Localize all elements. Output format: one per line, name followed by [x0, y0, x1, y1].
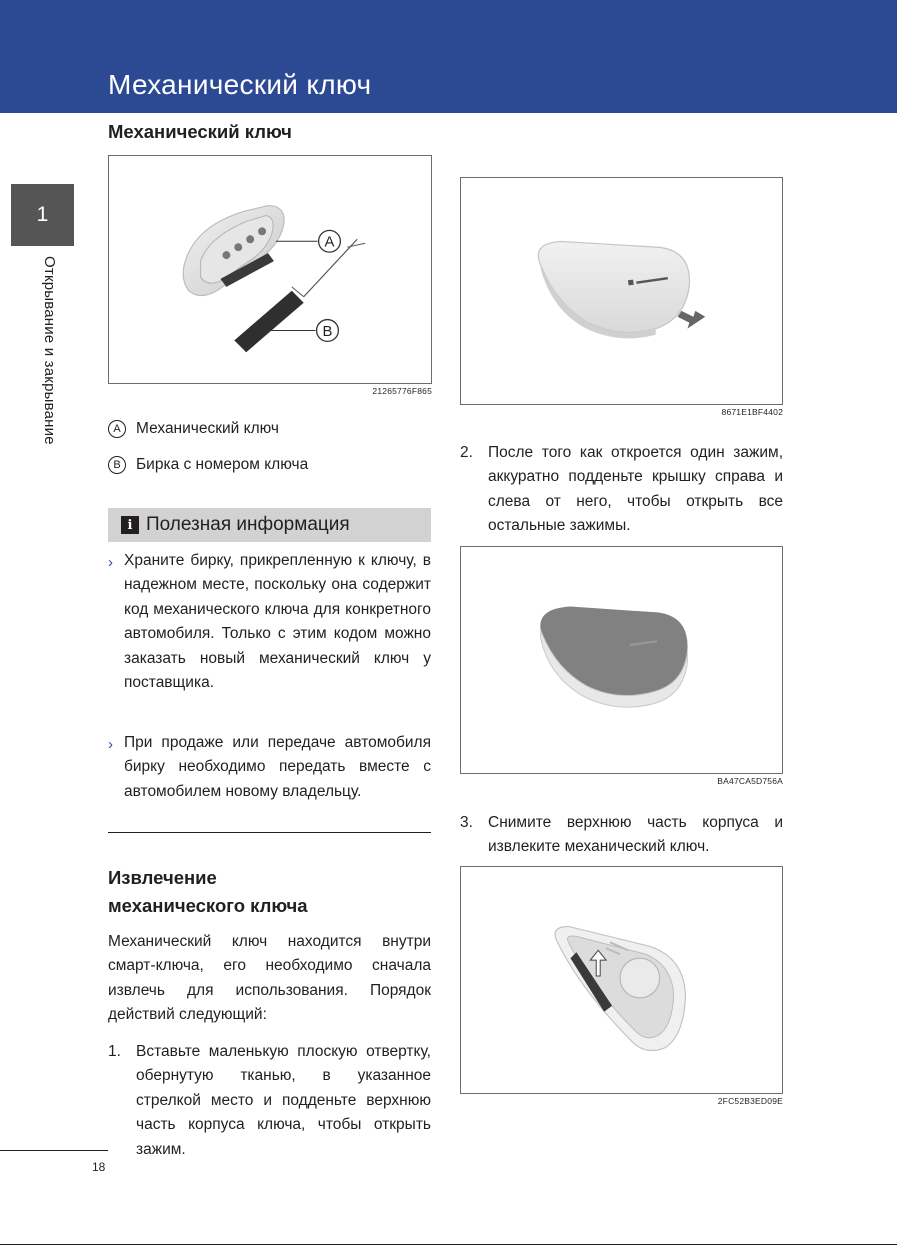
section-heading-extraction-line2: механического ключа [108, 895, 308, 916]
chevron-right-icon: › [108, 736, 113, 753]
chapter-side-label: Открывание и закрывание [41, 256, 58, 445]
extraction-intro: Механический ключ находится внутри смарт-ключа, его необходимо сначала извлечь для использования. Порядок действий следующий: [108, 933, 431, 1024]
key-fob-open-cover-illustration [461, 547, 782, 773]
chapter-number-tab[interactable]: 1 [11, 184, 74, 246]
divider [108, 832, 431, 833]
step-2-text: После того как откроется один зажим, аккуратно подденьте крышку справа и слева от него, чтобы открыть все остальные зажимы. [488, 444, 783, 535]
chevron-right-icon: › [108, 554, 113, 571]
info-title: Полезная информация [146, 514, 350, 535]
step-3-number: 3. [460, 814, 473, 831]
key-figure [108, 155, 432, 384]
section-heading-extraction-line1: Извлечение [108, 867, 217, 888]
figure-step-3 [460, 866, 783, 1094]
step-1-text: Вставьте маленькую плоскую отвертку, обернутую тканью, в указанное стрелкой место и подденьте верхнюю часть корпуса ключа, чтобы открыть зажим. [136, 1043, 431, 1158]
step-3-text: Снимите верхнюю часть корпуса и извлеките механический ключ. [488, 814, 783, 856]
marker-a: A [108, 420, 126, 438]
bottom-rule [0, 1244, 897, 1245]
legend-item-b [108, 456, 308, 474]
chapter-header-band [0, 0, 897, 113]
legend-text-a: Механический ключ [136, 420, 279, 437]
svg-text:▬▬▬▬: ▬▬▬▬ [629, 637, 658, 649]
figure-step-1 [460, 177, 783, 405]
figure-code: BA47CA5D756A [717, 776, 783, 786]
legend-text-b: Бирка с номером ключа [136, 456, 309, 473]
callout-b-label: B [322, 323, 333, 340]
figure-code: 8671E1BF4402 [721, 407, 783, 417]
smart-key-with-tag-illustration [109, 156, 431, 383]
legend-item-a [108, 420, 279, 438]
svg-text:◼ ▬▬▬▬: ◼ ▬▬▬▬ [626, 272, 669, 288]
useful-info-header [108, 508, 431, 542]
step-1-number: 1. [108, 1043, 121, 1060]
figure-code: 21265776F865 [372, 386, 432, 396]
key-fob-internals-illustration [461, 867, 782, 1093]
info-bullet-1: Храните бирку, прикрепленную к ключу, в надежном месте, поскольку она содержит код механического ключа для конкретного автомобиля. Только с этим кодом можно заказать новый механический ключ у поставщика. [124, 552, 431, 692]
figure-code: 2FC52B3ED09E [717, 1096, 783, 1106]
section-heading-mechanical-key: Механический ключ [108, 121, 292, 142]
figure-step-2 [460, 546, 783, 774]
step-2-number: 2. [460, 444, 473, 461]
info-icon: i [121, 516, 139, 534]
page-title: Механический ключ [108, 69, 372, 100]
info-bullet-2: При продаже или передаче автомобиля бирку необходимо передать вместе с автомобилем новому владельцу. [124, 734, 431, 800]
footer-rule [0, 1150, 108, 1151]
key-fob-arrow-illustration [461, 178, 782, 404]
marker-b: B [108, 456, 126, 474]
page-number: 18 [92, 1160, 106, 1174]
callout-a-label: A [324, 234, 335, 251]
